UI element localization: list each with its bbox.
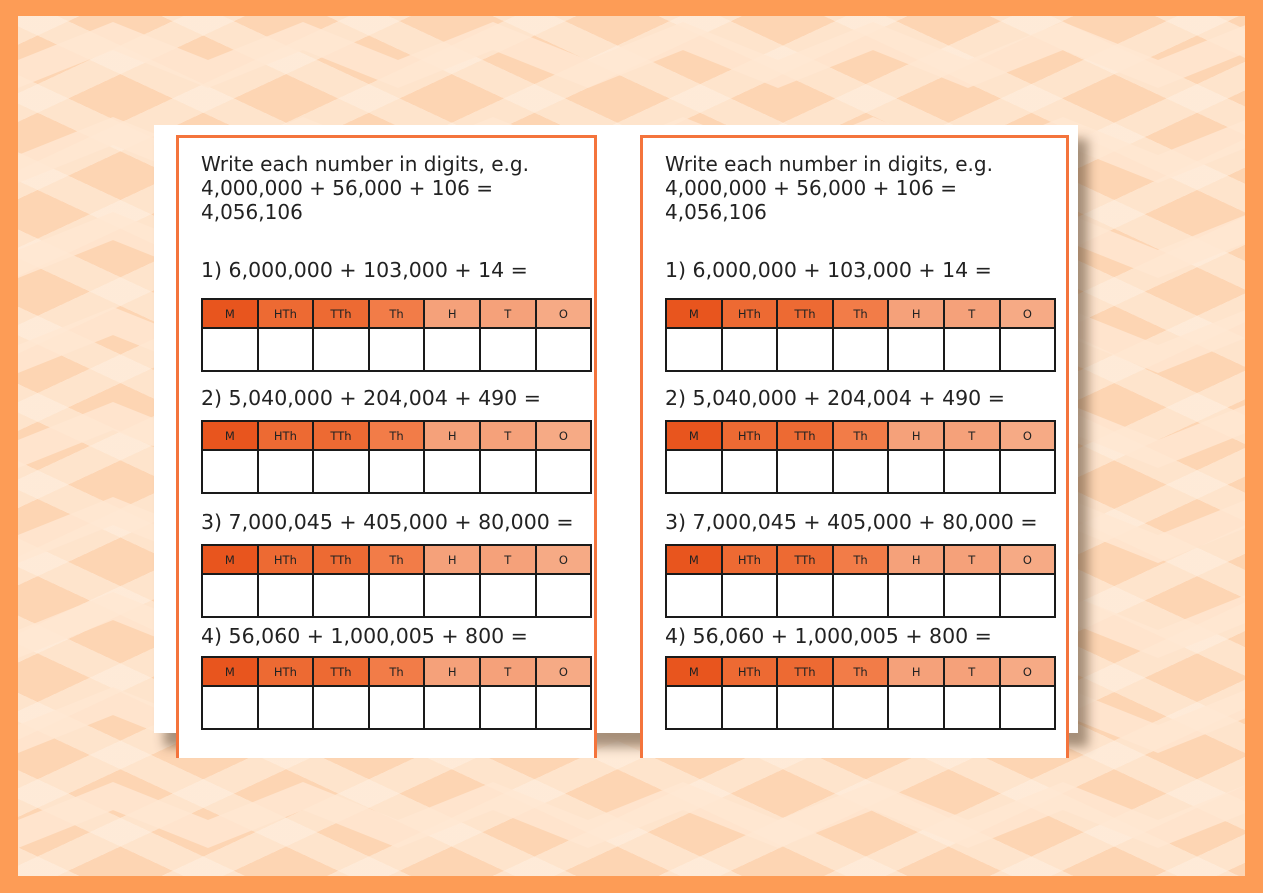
place-value-header: Th xyxy=(369,545,425,574)
question-2-right: 2) 5,040,000 + 204,004 + 490 = xyxy=(665,386,1005,410)
answer-cell[interactable] xyxy=(480,328,536,371)
place-value-header: H xyxy=(888,657,944,686)
answer-cell[interactable] xyxy=(313,686,369,729)
place-value-header: TTh xyxy=(777,421,833,450)
place-value-header: TTh xyxy=(313,299,369,328)
place-value-header: TTh xyxy=(777,657,833,686)
place-value-header: HTh xyxy=(722,657,778,686)
question-1-right: 1) 6,000,000 + 103,000 + 14 = xyxy=(665,258,992,282)
answer-cell[interactable] xyxy=(1000,686,1056,729)
answer-cell[interactable] xyxy=(666,686,722,729)
answer-cell[interactable] xyxy=(536,328,592,371)
answer-cell[interactable] xyxy=(833,686,889,729)
place-value-header: HTh xyxy=(258,657,314,686)
place-value-header: H xyxy=(888,545,944,574)
question-2-left: 2) 5,040,000 + 204,004 + 490 = xyxy=(201,386,541,410)
place-value-header: Th xyxy=(369,299,425,328)
answer-cell[interactable] xyxy=(202,328,258,371)
place-value-header: T xyxy=(480,657,536,686)
answer-cell[interactable] xyxy=(369,328,425,371)
question-3-right: 3) 7,000,045 + 405,000 + 80,000 = xyxy=(665,510,1038,534)
place-value-header: TTh xyxy=(313,657,369,686)
answer-cell[interactable] xyxy=(369,450,425,493)
answer-cell[interactable] xyxy=(313,328,369,371)
place-value-header: HTh xyxy=(722,421,778,450)
place-value-header: HTh xyxy=(258,299,314,328)
place-value-header: H xyxy=(424,657,480,686)
answer-cell[interactable] xyxy=(833,574,889,617)
answer-cell[interactable] xyxy=(369,574,425,617)
answer-cell[interactable] xyxy=(258,328,314,371)
place-value-header: HTh xyxy=(722,545,778,574)
worksheet-sheet xyxy=(154,125,1078,733)
place-value-header: T xyxy=(944,299,1000,328)
answer-cell[interactable] xyxy=(722,450,778,493)
answer-cell[interactable] xyxy=(369,686,425,729)
place-value-header: O xyxy=(536,657,592,686)
place-value-header: T xyxy=(480,299,536,328)
answer-cell[interactable] xyxy=(202,574,258,617)
answer-cell[interactable] xyxy=(1000,450,1056,493)
instructions-text: Write each number in digits, e.g. 4,000,000 + 56,000 + 106 = 4,056,106 xyxy=(665,152,993,224)
answer-cell[interactable] xyxy=(258,574,314,617)
answer-cell[interactable] xyxy=(888,686,944,729)
place-value-header: HTh xyxy=(722,299,778,328)
answer-cell[interactable] xyxy=(536,686,592,729)
place-value-header: Th xyxy=(369,421,425,450)
answer-cell[interactable] xyxy=(202,686,258,729)
place-value-grid xyxy=(201,656,592,730)
place-value-grid xyxy=(665,420,1056,494)
place-value-header: H xyxy=(424,299,480,328)
answer-cell[interactable] xyxy=(944,328,1000,371)
place-value-header: O xyxy=(1000,545,1056,574)
question-4-left: 4) 56,060 + 1,000,005 + 800 = xyxy=(201,624,528,648)
answer-cell[interactable] xyxy=(666,450,722,493)
place-value-header: H xyxy=(424,545,480,574)
place-value-header: M xyxy=(666,657,722,686)
answer-cell[interactable] xyxy=(480,450,536,493)
answer-cell[interactable] xyxy=(777,450,833,493)
place-value-header: M xyxy=(666,421,722,450)
place-value-header: O xyxy=(1000,299,1056,328)
place-value-header: TTh xyxy=(313,545,369,574)
answer-cell[interactable] xyxy=(777,686,833,729)
place-value-header: M xyxy=(202,421,258,450)
answer-cell[interactable] xyxy=(888,574,944,617)
place-value-header: M xyxy=(202,299,258,328)
question-3-left: 3) 7,000,045 + 405,000 + 80,000 = xyxy=(201,510,574,534)
answer-cell[interactable] xyxy=(666,328,722,371)
answer-cell[interactable] xyxy=(1000,574,1056,617)
place-value-header: M xyxy=(202,657,258,686)
place-value-header: T xyxy=(944,421,1000,450)
place-value-header: H xyxy=(888,421,944,450)
place-value-header: HTh xyxy=(258,421,314,450)
answer-cell[interactable] xyxy=(313,574,369,617)
place-value-header: T xyxy=(944,545,1000,574)
question-4-right: 4) 56,060 + 1,000,005 + 800 = xyxy=(665,624,992,648)
place-value-header: O xyxy=(536,421,592,450)
place-value-header: O xyxy=(1000,657,1056,686)
place-value-header: Th xyxy=(833,657,889,686)
answer-cell[interactable] xyxy=(944,574,1000,617)
answer-cell[interactable] xyxy=(536,450,592,493)
place-value-header: T xyxy=(944,657,1000,686)
answer-cell[interactable] xyxy=(424,328,480,371)
answer-cell[interactable] xyxy=(666,574,722,617)
answer-cell[interactable] xyxy=(944,686,1000,729)
place-value-header: H xyxy=(424,421,480,450)
question-1-left: 1) 6,000,000 + 103,000 + 14 = xyxy=(201,258,528,282)
place-value-header: M xyxy=(666,545,722,574)
place-value-header: HTh xyxy=(258,545,314,574)
place-value-header: Th xyxy=(833,421,889,450)
place-value-grid xyxy=(665,544,1056,618)
answer-cell[interactable] xyxy=(777,574,833,617)
instructions-text: Write each number in digits, e.g. 4,000,000 + 56,000 + 106 = 4,056,106 xyxy=(201,152,529,224)
place-value-grid xyxy=(665,298,1056,372)
worksheet-card-right xyxy=(640,135,1069,758)
answer-cell[interactable] xyxy=(888,328,944,371)
answer-cell[interactable] xyxy=(1000,328,1056,371)
answer-cell[interactable] xyxy=(536,574,592,617)
place-value-header: M xyxy=(666,299,722,328)
answer-cell[interactable] xyxy=(202,450,258,493)
answer-cell[interactable] xyxy=(480,574,536,617)
place-value-header: O xyxy=(1000,421,1056,450)
place-value-header: Th xyxy=(369,657,425,686)
place-value-grid xyxy=(201,420,592,494)
place-value-header: T xyxy=(480,421,536,450)
answer-cell[interactable] xyxy=(480,686,536,729)
answer-cell[interactable] xyxy=(833,450,889,493)
answer-cell[interactable] xyxy=(258,450,314,493)
place-value-header: Th xyxy=(833,299,889,328)
place-value-header: O xyxy=(536,545,592,574)
place-value-header: TTh xyxy=(313,421,369,450)
answer-cell[interactable] xyxy=(722,574,778,617)
place-value-header: TTh xyxy=(777,299,833,328)
answer-cell[interactable] xyxy=(888,450,944,493)
place-value-header: O xyxy=(536,299,592,328)
answer-cell[interactable] xyxy=(722,328,778,371)
answer-cell[interactable] xyxy=(833,328,889,371)
place-value-grid xyxy=(201,544,592,618)
place-value-grid xyxy=(665,656,1056,730)
worksheet-card-left xyxy=(176,135,597,758)
place-value-header: Th xyxy=(833,545,889,574)
place-value-header: H xyxy=(888,299,944,328)
answer-cell[interactable] xyxy=(777,328,833,371)
answer-cell[interactable] xyxy=(424,574,480,617)
answer-cell[interactable] xyxy=(722,686,778,729)
answer-cell[interactable] xyxy=(313,450,369,493)
place-value-grid xyxy=(201,298,592,372)
place-value-header: M xyxy=(202,545,258,574)
answer-cell[interactable] xyxy=(424,686,480,729)
answer-cell[interactable] xyxy=(944,450,1000,493)
place-value-header: T xyxy=(480,545,536,574)
place-value-header: TTh xyxy=(777,545,833,574)
answer-cell[interactable] xyxy=(258,686,314,729)
answer-cell[interactable] xyxy=(424,450,480,493)
